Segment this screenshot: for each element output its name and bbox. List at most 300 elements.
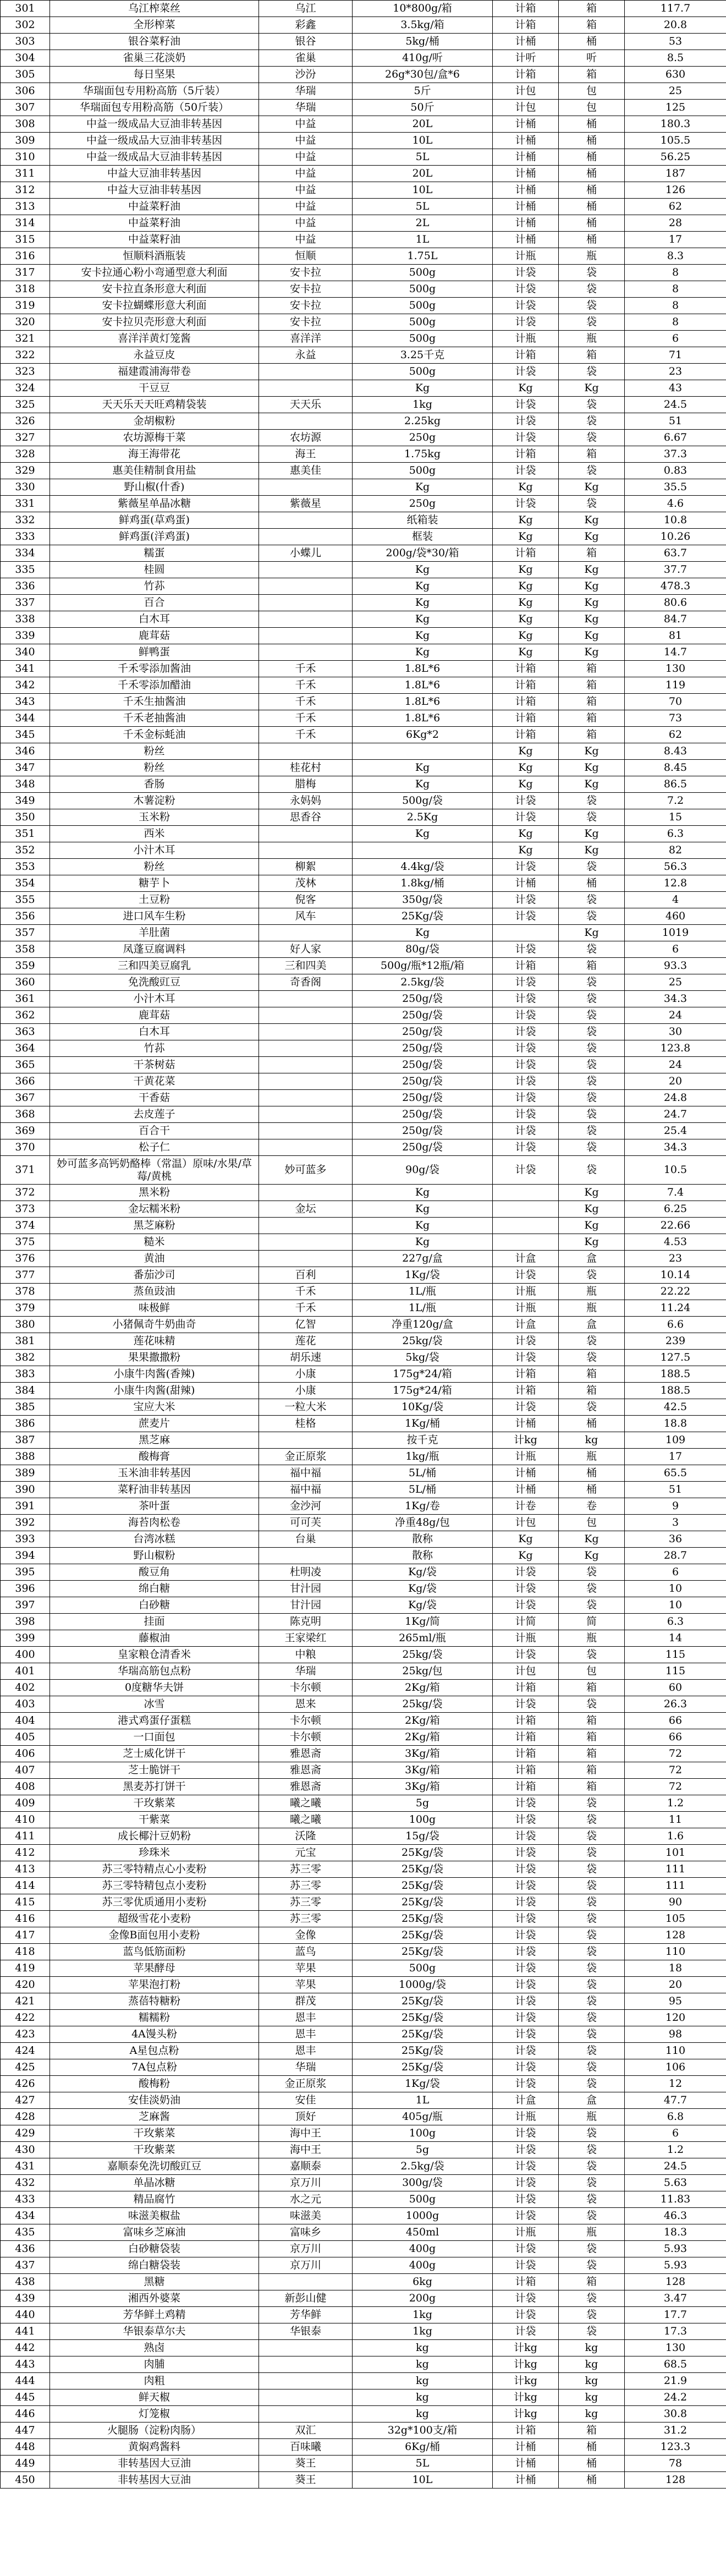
table-row: [1, 1977, 726, 1993]
product-name-cell: 芳华鲜土鸡精: [50, 2307, 259, 2323]
product-name-cell: 喜洋洋黄灯笼酱: [50, 331, 259, 347]
table-row: [1, 1828, 726, 1845]
spec-cell: 3.25千克: [353, 347, 493, 364]
table-row: [1, 2323, 726, 2340]
pricing-method-cell: 计桶: [493, 1465, 559, 1482]
unit-cell: Kg: [559, 842, 625, 859]
unit-cell: 袋: [559, 1156, 625, 1185]
brand-cell: 恩来: [259, 1696, 353, 1713]
price-cell: 24.5: [625, 2158, 726, 2175]
spec-cell: 25Kg/袋: [353, 2043, 493, 2059]
price-cell: 26.3: [625, 1696, 726, 1713]
spec-cell: 散称: [353, 1531, 493, 1548]
unit-cell: Kg: [559, 776, 625, 793]
table-row: [1, 314, 726, 331]
product-name-cell: 中益菜籽油: [50, 199, 259, 215]
unit-cell: 箱: [559, 1746, 625, 1762]
pricing-method-cell: 计箱: [493, 727, 559, 743]
brand-cell: [259, 1123, 353, 1139]
table-row: [1, 710, 726, 727]
table-row: [1, 1779, 726, 1795]
table-row: [1, 859, 726, 875]
table-row: [1, 595, 726, 611]
row-number-cell: 407: [1, 1762, 50, 1779]
spec-cell: 3Kg/箱: [353, 1779, 493, 1795]
table-row: [1, 1267, 726, 1284]
price-cell: 1.2: [625, 2142, 726, 2158]
product-name-cell: 干香菇: [50, 1090, 259, 1106]
row-number-cell: 305: [1, 67, 50, 83]
row-number-cell: 306: [1, 83, 50, 100]
table-row: [1, 298, 726, 314]
price-cell: 125: [625, 100, 726, 116]
spec-cell: Kg: [353, 628, 493, 644]
brand-cell: 腊梅: [259, 776, 353, 793]
table-row: [1, 908, 726, 925]
unit-cell: Kg: [559, 925, 625, 941]
row-number-cell: 373: [1, 1201, 50, 1218]
pricing-method-cell: 计瓶: [493, 2224, 559, 2241]
brand-cell: 金正原浆: [259, 2076, 353, 2092]
table-row: [1, 67, 726, 83]
price-cell: 128: [625, 2274, 726, 2290]
product-name-cell: 果果撒撒粉: [50, 1350, 259, 1366]
product-name-cell: 粉丝: [50, 743, 259, 760]
pricing-method-cell: Kg: [493, 578, 559, 595]
brand-cell: 京万川: [259, 2175, 353, 2191]
pricing-method-cell: 计袋: [493, 809, 559, 826]
brand-cell: 味滋美: [259, 2208, 353, 2224]
product-name-cell: 茶叶蛋: [50, 1498, 259, 1515]
unit-cell: 袋: [559, 2010, 625, 2026]
brand-cell: 雅恩斋: [259, 1762, 353, 1779]
row-number-cell: 331: [1, 496, 50, 512]
table-body: [1, 1, 726, 2489]
row-number-cell: 330: [1, 479, 50, 496]
unit-cell: 袋: [559, 1696, 625, 1713]
pricing-method-cell: 计袋: [493, 2191, 559, 2208]
row-number-cell: 384: [1, 1383, 50, 1399]
product-name-cell: 苹果泡打粉: [50, 1977, 259, 1993]
price-cell: 5.93: [625, 2257, 726, 2274]
product-name-cell: 中益菜籽油: [50, 232, 259, 248]
table-row: [1, 875, 726, 892]
row-number-cell: 363: [1, 1024, 50, 1040]
brand-cell: 台巢: [259, 1531, 353, 1548]
brand-cell: 亿智: [259, 1317, 353, 1333]
brand-cell: [259, 2406, 353, 2422]
unit-cell: Kg: [559, 595, 625, 611]
product-name-cell: 黑麦苏打饼干: [50, 1779, 259, 1795]
product-name-cell: 小汁木耳: [50, 991, 259, 1007]
unit-cell: 袋: [559, 2175, 625, 2191]
pricing-method-cell: 计箱: [493, 1713, 559, 1729]
price-cell: 17: [625, 1449, 726, 1465]
unit-cell: 桶: [559, 133, 625, 149]
price-cell: 188.5: [625, 1383, 726, 1399]
pricing-method-cell: 计桶: [493, 1416, 559, 1432]
row-number-cell: 317: [1, 265, 50, 281]
pricing-method-cell: 计袋: [493, 397, 559, 413]
spec-cell: 25Kg/袋: [353, 2059, 493, 2076]
price-cell: 1019: [625, 925, 726, 941]
unit-cell: 袋: [559, 2026, 625, 2043]
brand-cell: 紫薇星: [259, 496, 353, 512]
pricing-method-cell: 计箱: [493, 446, 559, 463]
spec-cell: 1.8kg/桶: [353, 875, 493, 892]
row-number-cell: 315: [1, 232, 50, 248]
pricing-method-cell: Kg: [493, 743, 559, 760]
spec-cell: Kg: [353, 562, 493, 578]
product-name-cell: 挂面: [50, 1614, 259, 1630]
pricing-method-cell: 计袋: [493, 1927, 559, 1944]
spec-cell: 10L: [353, 182, 493, 199]
row-number-cell: 352: [1, 842, 50, 859]
product-name-cell: 白木耳: [50, 611, 259, 628]
row-number-cell: 400: [1, 1647, 50, 1663]
price-cell: 37.7: [625, 562, 726, 578]
row-number-cell: 316: [1, 248, 50, 265]
brand-cell: 茂林: [259, 875, 353, 892]
unit-cell: kg: [559, 2356, 625, 2373]
unit-cell: 箱: [559, 347, 625, 364]
unit-cell: 桶: [559, 232, 625, 248]
row-number-cell: 431: [1, 2158, 50, 2175]
table-row: [1, 1861, 726, 1878]
spec-cell: 25kg/袋: [353, 1333, 493, 1350]
table-row: [1, 1300, 726, 1317]
unit-cell: 袋: [559, 1845, 625, 1861]
table-row: [1, 2472, 726, 2489]
brand-cell: 京万川: [259, 2241, 353, 2257]
brand-cell: 甘汁园: [259, 1581, 353, 1597]
product-name-cell: 一口面包: [50, 1729, 259, 1746]
brand-cell: [259, 1007, 353, 1024]
pricing-method-cell: 计袋: [493, 1123, 559, 1139]
table-row: [1, 2043, 726, 2059]
spec-cell: Kg: [353, 1234, 493, 1251]
spec-cell: 250g/袋: [353, 991, 493, 1007]
unit-cell: 桶: [559, 149, 625, 166]
product-name-cell: 海苔肉松卷: [50, 1515, 259, 1531]
spec-cell: 25Kg/袋: [353, 2026, 493, 2043]
unit-cell: 桶: [559, 1416, 625, 1432]
product-name-cell: 华瑞面包专用粉高筋（5斤装）: [50, 83, 259, 100]
pricing-method-cell: 计袋: [493, 1795, 559, 1812]
product-name-cell: 安卡拉蝴蝶形意大利面: [50, 298, 259, 314]
unit-cell: 袋: [559, 1333, 625, 1350]
product-name-cell: 味极鲜: [50, 1300, 259, 1317]
price-cell: 84.7: [625, 611, 726, 628]
spec-cell: 净重48g/包: [353, 1515, 493, 1531]
brand-cell: 华瑞: [259, 1663, 353, 1680]
pricing-method-cell: 计瓶: [493, 1284, 559, 1300]
row-number-cell: 381: [1, 1333, 50, 1350]
unit-cell: 箱: [559, 1762, 625, 1779]
unit-cell: 箱: [559, 1383, 625, 1399]
spec-cell: kg: [353, 2389, 493, 2406]
brand-cell: [259, 562, 353, 578]
spec-cell: 10L: [353, 133, 493, 149]
product-name-cell: 苏三零特精点心小麦粉: [50, 1861, 259, 1878]
spec-cell: 1.8L*6: [353, 661, 493, 677]
row-number-cell: 310: [1, 149, 50, 166]
table-row: [1, 1333, 726, 1350]
brand-cell: 曦之曦: [259, 1812, 353, 1828]
table-row: [1, 1960, 726, 1977]
row-number-cell: 439: [1, 2290, 50, 2307]
pricing-method-cell: 计桶: [493, 34, 559, 50]
unit-cell: 袋: [559, 430, 625, 446]
spec-cell: 1000g/袋: [353, 1977, 493, 1993]
price-cell: 8: [625, 298, 726, 314]
table-row: [1, 1878, 726, 1894]
spec-cell: 227g/盒: [353, 1251, 493, 1267]
row-number-cell: 379: [1, 1300, 50, 1317]
price-cell: 17.7: [625, 2307, 726, 2323]
brand-cell: 芳华鲜: [259, 2307, 353, 2323]
row-number-cell: 343: [1, 694, 50, 710]
row-number-cell: 364: [1, 1040, 50, 1057]
row-number-cell: 332: [1, 512, 50, 529]
product-name-cell: 干紫菜: [50, 1812, 259, 1828]
table-row: [1, 2076, 726, 2092]
pricing-method-cell: 计袋: [493, 1581, 559, 1597]
brand-cell: 中益: [259, 215, 353, 232]
brand-cell: 雅恩斋: [259, 1779, 353, 1795]
table-row: [1, 2373, 726, 2389]
product-name-cell: 百合干: [50, 1123, 259, 1139]
unit-cell: 箱: [559, 1366, 625, 1383]
brand-cell: 千禾: [259, 661, 353, 677]
spec-cell: [353, 842, 493, 859]
row-number-cell: 303: [1, 34, 50, 50]
spec-cell: 400g: [353, 2257, 493, 2274]
table-row: [1, 1696, 726, 1713]
price-cell: 80.6: [625, 595, 726, 611]
unit-cell: 袋: [559, 1894, 625, 1911]
unit-cell: 袋: [559, 2307, 625, 2323]
unit-cell: 箱: [559, 1, 625, 17]
table-row: [1, 2356, 726, 2373]
product-name-cell: 小猪佩奇牛奶曲奇: [50, 1317, 259, 1333]
product-name-cell: 芝麻酱: [50, 2109, 259, 2125]
unit-cell: 袋: [559, 1007, 625, 1024]
product-name-cell: 中益大豆油非转基因: [50, 182, 259, 199]
spec-cell: Kg: [353, 826, 493, 842]
table-row: [1, 1024, 726, 1040]
unit-cell: 包: [559, 1515, 625, 1531]
product-name-cell: 千禾零添加醋油: [50, 677, 259, 694]
pricing-method-cell: 计桶: [493, 182, 559, 199]
row-number-cell: 347: [1, 760, 50, 776]
product-name-cell: 恒顺料酒瓶装: [50, 248, 259, 265]
spec-cell: Kg: [353, 776, 493, 793]
table-row: [1, 1630, 726, 1647]
unit-cell: 瓶: [559, 2224, 625, 2241]
product-name-cell: 小康牛肉酱(甜辣): [50, 1383, 259, 1399]
pricing-method-cell: 计卷: [493, 1498, 559, 1515]
table-row: [1, 2026, 726, 2043]
row-number-cell: 406: [1, 1746, 50, 1762]
price-cell: 6.67: [625, 430, 726, 446]
table-row: [1, 1762, 726, 1779]
pricing-method-cell: 计袋: [493, 1828, 559, 1845]
product-name-cell: 百合: [50, 595, 259, 611]
pricing-method-cell: 计听: [493, 50, 559, 67]
row-number-cell: 433: [1, 2191, 50, 2208]
price-cell: 6.8: [625, 2109, 726, 2125]
unit-cell: 袋: [559, 314, 625, 331]
spec-cell: 净重120g/盒: [353, 1317, 493, 1333]
spec-cell: 1.8L*6: [353, 694, 493, 710]
unit-cell: 袋: [559, 941, 625, 958]
price-cell: 188.5: [625, 1366, 726, 1383]
brand-cell: 华瑞: [259, 83, 353, 100]
brand-cell: 千禾: [259, 677, 353, 694]
spec-cell: 250g/袋: [353, 1139, 493, 1156]
unit-cell: 袋: [559, 1878, 625, 1894]
row-number-cell: 349: [1, 793, 50, 809]
pricing-method-cell: 计桶: [493, 2439, 559, 2456]
spec-cell: 1000g: [353, 2208, 493, 2224]
brand-cell: 奇香阁: [259, 974, 353, 991]
price-cell: 8: [625, 314, 726, 331]
pricing-method-cell: 计袋: [493, 1156, 559, 1185]
price-cell: 239: [625, 1333, 726, 1350]
row-number-cell: 440: [1, 2307, 50, 2323]
product-name-cell: 每日坚果: [50, 67, 259, 83]
table-row: [1, 430, 726, 446]
row-number-cell: 438: [1, 2274, 50, 2290]
row-number-cell: 404: [1, 1713, 50, 1729]
product-name-cell: 糙米: [50, 1234, 259, 1251]
price-cell: 24.5: [625, 397, 726, 413]
price-cell: 10.26: [625, 529, 726, 545]
unit-cell: kg: [559, 2389, 625, 2406]
pricing-method-cell: 计kg: [493, 1432, 559, 1449]
price-cell: 71: [625, 347, 726, 364]
pricing-method-cell: 计包: [493, 1515, 559, 1531]
spec-cell: Kg: [353, 1185, 493, 1201]
spec-cell: 5g: [353, 2142, 493, 2158]
row-number-cell: 432: [1, 2175, 50, 2191]
unit-cell: 桶: [559, 875, 625, 892]
table-row: [1, 83, 726, 100]
pricing-method-cell: 计箱: [493, 67, 559, 83]
brand-cell: [259, 1548, 353, 1564]
pricing-method-cell: 计袋: [493, 991, 559, 1007]
spec-cell: 350g/袋: [353, 892, 493, 908]
spec-cell: 10*800g/箱: [353, 1, 493, 17]
row-number-cell: 340: [1, 644, 50, 661]
row-number-cell: 425: [1, 2059, 50, 2076]
brand-cell: 卡尔顿: [259, 1729, 353, 1746]
unit-cell: 袋: [559, 364, 625, 380]
pricing-method-cell: 计袋: [493, 1024, 559, 1040]
spec-cell: 500g: [353, 364, 493, 380]
product-name-cell: 灯笼椒: [50, 2406, 259, 2422]
unit-cell: 盒: [559, 1317, 625, 1333]
pricing-method-cell: Kg: [493, 611, 559, 628]
row-number-cell: 427: [1, 2092, 50, 2109]
table-row: [1, 661, 726, 677]
brand-cell: 顶好: [259, 2109, 353, 2125]
table-row: [1, 50, 726, 67]
unit-cell: Kg: [559, 644, 625, 661]
unit-cell: 桶: [559, 199, 625, 215]
table-row: [1, 941, 726, 958]
product-name-cell: 火腿肠（淀粉肉肠）: [50, 2422, 259, 2439]
unit-cell: 桶: [559, 2456, 625, 2472]
price-cell: 31.2: [625, 2422, 726, 2439]
row-number-cell: 403: [1, 1696, 50, 1713]
unit-cell: 袋: [559, 463, 625, 479]
spec-cell: 50斤: [353, 100, 493, 116]
product-name-cell: 熟卤: [50, 2340, 259, 2356]
brand-cell: 天天乐: [259, 397, 353, 413]
pricing-method-cell: [493, 1234, 559, 1251]
product-name-cell: 酸梅粉: [50, 2076, 259, 2092]
table-row: [1, 1090, 726, 1106]
pricing-method-cell: 计桶: [493, 2456, 559, 2472]
brand-cell: 甘汁园: [259, 1597, 353, 1614]
brand-cell: 中益: [259, 199, 353, 215]
row-number-cell: 309: [1, 133, 50, 149]
brand-cell: [259, 479, 353, 496]
product-name-cell: 野山椒(什香): [50, 479, 259, 496]
price-cell: 66: [625, 1713, 726, 1729]
price-cell: 110: [625, 1944, 726, 1960]
price-cell: 111: [625, 1878, 726, 1894]
brand-cell: [259, 925, 353, 941]
spec-cell: 500g/瓶*12瓶/箱: [353, 958, 493, 974]
price-cell: 10: [625, 1581, 726, 1597]
row-number-cell: 345: [1, 727, 50, 743]
unit-cell: 箱: [559, 1680, 625, 1696]
brand-cell: 杜明凌: [259, 1564, 353, 1581]
brand-cell: 曦之曦: [259, 1795, 353, 1812]
pricing-method-cell: 计袋: [493, 1993, 559, 2010]
table-row: [1, 892, 726, 908]
unit-cell: 箱: [559, 1779, 625, 1795]
price-cell: 23: [625, 1251, 726, 1267]
price-cell: 3.47: [625, 2290, 726, 2307]
brand-cell: [259, 2373, 353, 2389]
pricing-method-cell: 计瓶: [493, 331, 559, 347]
product-name-cell: 干玫紫菜: [50, 2142, 259, 2158]
product-name-cell: 干豆豆: [50, 380, 259, 397]
price-cell: 15: [625, 809, 726, 826]
unit-cell: 袋: [559, 2142, 625, 2158]
product-name-cell: A星包点粉: [50, 2043, 259, 2059]
brand-cell: 桂格: [259, 1416, 353, 1432]
row-number-cell: 320: [1, 314, 50, 331]
table-row: [1, 2456, 726, 2472]
spec-cell: 1.8L*6: [353, 710, 493, 727]
row-number-cell: 428: [1, 2109, 50, 2125]
unit-cell: 袋: [559, 2257, 625, 2274]
row-number-cell: 375: [1, 1234, 50, 1251]
row-number-cell: 350: [1, 809, 50, 826]
product-name-cell: 番茄沙司: [50, 1267, 259, 1284]
spec-cell: 3Kg/箱: [353, 1746, 493, 1762]
table-row: [1, 215, 726, 232]
table-row: [1, 479, 726, 496]
table-row: [1, 413, 726, 430]
price-cell: 24.2: [625, 2389, 726, 2406]
row-number-cell: 448: [1, 2439, 50, 2456]
